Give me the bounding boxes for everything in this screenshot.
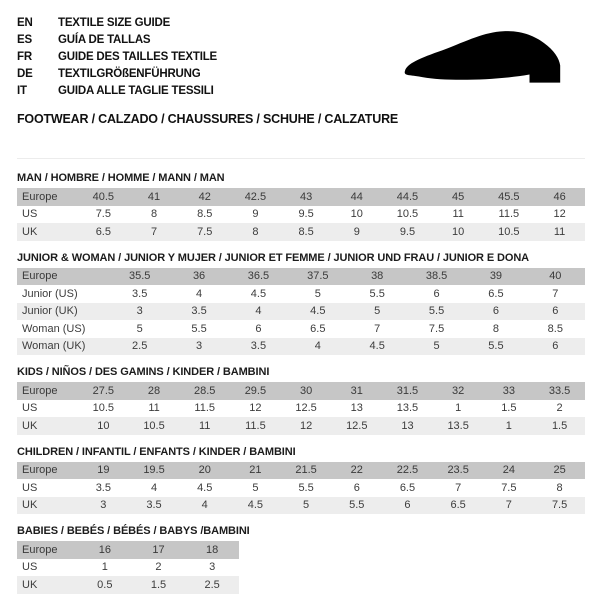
table-title: JUNIOR & WOMAN / JUNIOR Y MUJER / JUNIOR ET FEMME / JUNIOR UND FRAU / JUNIOR E DONA [17, 251, 530, 264]
size-cell: 13 [401, 419, 414, 432]
language-label: TEXTILGRÖßENFÜHRUNG [58, 68, 201, 80]
size-cell: 8 [492, 322, 499, 335]
size-cell: 5.5 [349, 499, 365, 512]
size-cell: 4 [196, 287, 203, 300]
size-cell: 37.5 [307, 270, 329, 283]
table-row [17, 417, 585, 435]
size-cell: 3 [136, 305, 143, 318]
size-cell: 18 [206, 543, 219, 556]
size-cell: 5 [303, 499, 310, 512]
size-cell: 3 [209, 561, 216, 574]
size-cell: 36 [192, 270, 206, 283]
size-cell: 42 [198, 190, 211, 203]
size-cell: 6 [404, 499, 411, 512]
row-label: Europe [22, 190, 58, 203]
row-label: Europe [22, 384, 58, 397]
language-row [17, 32, 357, 49]
row-label: UK [22, 578, 38, 591]
row-label: Woman (UK) [22, 340, 86, 353]
size-cell: 7.5 [501, 481, 517, 494]
row-label: UK [22, 419, 38, 432]
size-cell: 4 [150, 481, 158, 494]
row-label: Europe [22, 464, 58, 477]
size-cell: 3.5 [191, 305, 207, 318]
language-row [17, 66, 357, 83]
row-label: UK [22, 499, 38, 512]
size-cell: 19 [97, 464, 110, 477]
size-cell: 3.5 [250, 340, 267, 353]
size-cell: 45 [452, 190, 465, 203]
size-cell: 41 [147, 190, 161, 203]
size-cell: 3.5 [95, 481, 111, 494]
size-table [17, 382, 585, 435]
size-cell: 16 [98, 543, 111, 556]
language-row [17, 83, 357, 100]
table-row [17, 206, 585, 224]
size-cell: 32 [452, 384, 465, 397]
language-code: ES [17, 34, 32, 46]
size-cell: 8 [150, 208, 158, 221]
size-cell: 12 [299, 419, 313, 432]
size-table-section [17, 252, 585, 356]
table-header-row [17, 541, 239, 559]
table-row [17, 338, 585, 356]
language-row [17, 49, 357, 66]
size-cell: 2.5 [132, 340, 148, 353]
size-cell: 7.5 [428, 322, 445, 335]
size-cell: 7.5 [197, 225, 213, 238]
size-cell: 6 [552, 340, 559, 353]
size-table-section [17, 446, 585, 515]
size-cell: 4 [255, 305, 262, 318]
size-cell: 1 [455, 402, 462, 415]
size-cell: 7 [552, 287, 559, 300]
size-cell: 5.5 [428, 305, 445, 318]
size-cell: 1.5 [551, 419, 568, 432]
table-row [17, 559, 239, 577]
size-cell: 8 [252, 225, 259, 238]
size-cell: 10 [452, 225, 465, 238]
size-cell: 4 [201, 499, 208, 512]
dress-shoe-icon [397, 24, 579, 98]
language-label: GUÍA DE TALLAS [58, 34, 151, 46]
size-cell: 12 [249, 402, 262, 415]
size-cell: 25 [553, 464, 566, 477]
row-label: UK [22, 225, 38, 238]
size-cell: 10.5 [396, 208, 419, 221]
size-cell: 31 [350, 384, 363, 397]
size-cell: 6 [552, 305, 559, 318]
size-cell: 46 [553, 190, 566, 203]
size-cell: 29.5 [244, 384, 267, 397]
size-cell: 3 [100, 499, 107, 512]
size-cell: 35.5 [128, 270, 151, 283]
size-cell: 7 [374, 322, 381, 335]
size-cell: 3 [196, 340, 203, 353]
table-row [17, 285, 585, 303]
row-label: US [22, 402, 38, 415]
size-cell: 11 [148, 402, 160, 415]
size-cell: 5 [314, 287, 321, 300]
table-row [17, 400, 585, 418]
size-cell: 8.5 [197, 208, 213, 221]
category-heading: FOOTWEAR / CALZADO / CHAUSSURES / SCHUHE / CALZATURE [17, 112, 399, 126]
language-label: GUIDA ALLE TAGLIE TESSILI [58, 85, 214, 97]
size-cell: 19.5 [143, 464, 165, 477]
table-header-row [17, 462, 585, 480]
size-cell: 44 [350, 190, 363, 203]
size-cell: 12 [553, 208, 566, 221]
size-cell: 3.5 [132, 287, 148, 300]
size-cell: 1.5 [501, 402, 517, 415]
size-cell: 5 [252, 481, 259, 494]
size-cell: 6 [433, 287, 440, 300]
size-cell: 24 [502, 464, 515, 477]
size-table-section [17, 366, 585, 435]
size-cell: 1 [505, 419, 512, 432]
size-cell: 13.5 [396, 402, 419, 415]
size-cell: 4.5 [247, 499, 264, 512]
size-cell: 6.5 [488, 287, 504, 300]
size-cell: 6.5 [95, 225, 111, 238]
size-cell: 6 [353, 481, 360, 494]
size-cell: 5 [374, 305, 381, 318]
size-cell: 11 [199, 419, 211, 432]
size-cell: 6 [255, 322, 262, 335]
size-cell: 40 [549, 270, 562, 283]
size-cell: 5.5 [369, 287, 385, 300]
size-cell: 36.5 [247, 270, 270, 283]
size-cell: 8 [556, 481, 563, 494]
size-cell: 13 [350, 402, 363, 415]
size-cell: 4.5 [197, 481, 213, 494]
size-table [17, 541, 239, 594]
size-cell: 4.5 [250, 287, 267, 300]
table-row [17, 479, 585, 497]
size-cell: 38 [371, 270, 384, 283]
size-cell: 11 [452, 208, 464, 221]
size-cell: 10.5 [143, 419, 165, 432]
size-cell: 12.5 [295, 402, 317, 415]
size-cell: 10.5 [92, 402, 115, 415]
size-cell: 11.5 [245, 419, 266, 432]
size-cell: 5.5 [488, 340, 504, 353]
row-label: Woman (US) [22, 322, 86, 335]
size-cell: 13.5 [447, 419, 469, 432]
size-cell: 21 [249, 464, 262, 477]
size-cell: 4 [314, 340, 321, 353]
row-label: Junior (US) [22, 287, 78, 300]
size-cell: 44.5 [396, 190, 419, 203]
table-title: KIDS / NIÑOS / DES GAMINS / KINDER / BAMBINI [17, 366, 270, 378]
row-label: Europe [22, 270, 58, 283]
size-table [17, 462, 585, 515]
language-code: EN [17, 17, 33, 29]
table-title: CHILDREN / INFANTIL / ENFANTS / KINDER / BAMBINI [17, 445, 296, 458]
size-cell: 27.5 [92, 384, 115, 397]
size-cell: 21.5 [295, 464, 317, 477]
size-table [17, 188, 585, 241]
size-cell: 5.5 [298, 481, 314, 494]
size-cell: 6.5 [450, 499, 466, 512]
size-cell: 11.5 [194, 402, 216, 415]
size-cell: 9.5 [298, 208, 314, 221]
row-label: Europe [22, 543, 58, 556]
language-code: DE [17, 68, 33, 80]
size-cell: 31.5 [396, 384, 419, 397]
table-title: MAN / HOMBRE / HOMME / MANN / MAN [17, 172, 225, 184]
size-cell: 39 [489, 270, 503, 283]
size-cell: 40.5 [92, 190, 115, 203]
size-cell: 22 [350, 464, 363, 477]
size-cell: 9 [353, 225, 360, 238]
size-cell: 6 [492, 305, 499, 318]
table-row [17, 320, 585, 338]
size-cell: 33 [502, 384, 515, 397]
size-cell: 6.5 [399, 481, 416, 494]
row-label: US [22, 481, 38, 494]
size-cell: 43 [299, 190, 313, 203]
language-label: TEXTILE SIZE GUIDE [58, 17, 171, 29]
size-table [17, 268, 585, 356]
size-cell: 2 [155, 561, 162, 574]
size-cell: 11.5 [498, 208, 520, 221]
size-cell: 10.5 [498, 225, 520, 238]
language-row [17, 15, 357, 32]
size-cell: 6.5 [310, 322, 326, 335]
size-cell: 4.5 [369, 340, 385, 353]
size-cell: 7.5 [95, 208, 111, 221]
size-cell: 8.5 [298, 225, 314, 238]
row-label: US [22, 208, 38, 221]
size-cell: 7 [505, 499, 512, 512]
size-cell: 23.5 [447, 464, 469, 477]
table-row [17, 223, 585, 241]
language-label: GUIDE DES TAILLES TEXTILE [58, 51, 217, 63]
size-cell: 9.5 [399, 225, 416, 238]
size-cell: 7 [455, 481, 462, 494]
size-cell: 12.5 [346, 419, 368, 432]
size-cell: 10 [350, 208, 363, 221]
size-cell: 10 [97, 419, 110, 432]
size-cell: 5 [136, 322, 143, 335]
size-cell: 5 [433, 340, 440, 353]
size-cell: 4.5 [310, 305, 326, 318]
language-list [17, 15, 357, 100]
size-cell: 42.5 [244, 190, 267, 203]
size-cell: 28.5 [194, 384, 216, 397]
size-cell: 30 [299, 384, 313, 397]
size-cell: 7 [150, 225, 158, 238]
size-cell: 3.5 [146, 499, 162, 512]
size-cell: 8.5 [547, 322, 563, 335]
size-cell: 7.5 [551, 499, 568, 512]
language-code: IT [17, 85, 27, 97]
size-cell: 1.5 [150, 578, 167, 591]
size-cell: 45.5 [498, 190, 520, 203]
size-cell: 17 [152, 543, 165, 556]
size-cell: 2 [556, 402, 563, 415]
table-header-row [17, 268, 585, 286]
size-cell: 33.5 [548, 384, 571, 397]
table-title: BABIES / BEBÉS / BÉBÉS / BABYS /BAMBINI [17, 525, 250, 537]
table-row [17, 576, 239, 594]
table-row [17, 303, 585, 321]
row-label: US [22, 561, 38, 574]
row-label: Junior (UK) [22, 305, 78, 318]
size-cell: 22.5 [396, 464, 419, 477]
size-cell: 1 [101, 561, 108, 574]
table-header-row [17, 382, 585, 400]
size-cell: 38.5 [425, 270, 448, 283]
size-cell: 2.5 [204, 578, 220, 591]
size-cell: 11 [553, 225, 566, 238]
size-cell: 20 [198, 464, 211, 477]
size-cell: 9 [252, 208, 259, 221]
language-code: FR [17, 51, 32, 63]
size-table-section [17, 525, 585, 594]
table-header-row [17, 188, 585, 206]
size-table-section [17, 172, 585, 241]
table-row [17, 497, 585, 515]
size-cell: 5.5 [191, 322, 207, 335]
size-cell: 0.5 [97, 578, 113, 591]
size-tables [17, 158, 585, 594]
size-cell: 28 [147, 384, 161, 397]
